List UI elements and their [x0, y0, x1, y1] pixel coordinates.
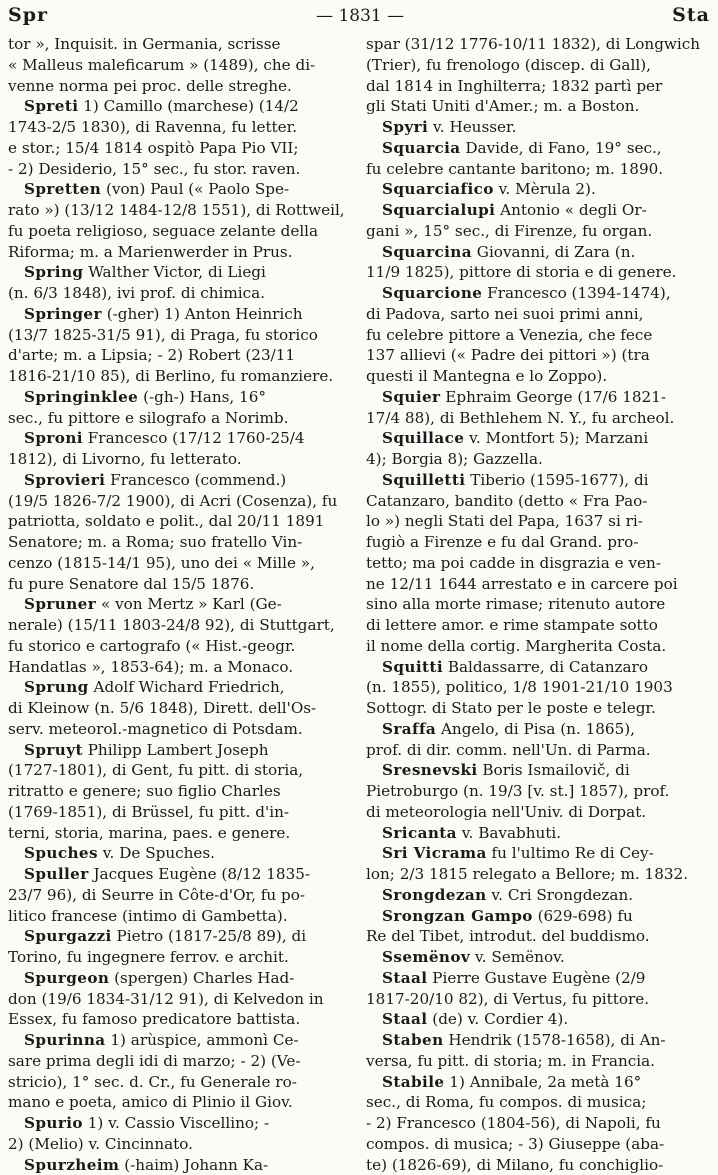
entry-line — [366, 802, 710, 823]
entry-text: di Padova, sarto nei suoi primi anni, — [366, 305, 643, 323]
entry-text: lo ») negli Stati del Papa, 1637 si ri- — [366, 512, 643, 530]
entry-text: v. Semënov. — [470, 948, 565, 966]
entry-line — [8, 283, 352, 304]
entry-text: Francesco (1394-1474), — [482, 284, 670, 302]
entry-headline — [366, 242, 710, 263]
entry-headline — [366, 885, 710, 906]
entry-text: spar (31/12 1776-10/11 1832), di Longwich — [366, 35, 700, 53]
entry-text: 1816-21/10 85), di Berlino, fu romanziere. — [8, 367, 333, 385]
entry-headline — [366, 200, 710, 221]
entry-headline — [8, 1113, 352, 1134]
entry-text: terni, storia, marina, paes. e genere. — [8, 824, 290, 842]
entry-line — [8, 802, 352, 823]
entry-text: fu l'ultimo Re di Cey- — [487, 844, 654, 862]
entry-text: gani », 15° sec., di Firenze, fu organ. — [366, 222, 652, 240]
entry-text: 11/9 1825), pittore di storia e di genere. — [366, 263, 676, 281]
entry-text: e stor.; 15/4 1814 ospitò Papa Pio VII; — [8, 139, 299, 157]
entry-text: di Kleinow (n. 5/6 1848), Dirett. dell'Os- — [8, 699, 316, 717]
headword: Sproni — [24, 429, 83, 447]
entry-text: Francesco (17/12 1760-25/4 — [83, 429, 305, 447]
entry-line — [8, 34, 352, 55]
entry-headline — [366, 719, 710, 740]
entry-text: Ephraim George (17/6 1821- — [440, 388, 666, 406]
entry-line — [8, 345, 352, 366]
entry-text: il nome della cortig. Margherita Costa. — [366, 637, 666, 655]
entry-line — [366, 926, 710, 947]
entry-headline — [8, 740, 352, 761]
text-columns — [8, 34, 710, 1129]
entry-text: (de) v. Cordier 4). — [427, 1010, 568, 1028]
entry-text: versa, fu pitt. di storia; m. in Francia. — [366, 1052, 655, 1070]
entry-headline — [8, 387, 352, 408]
headword: Squarcina — [382, 243, 472, 261]
entry-text: 4); Borgia 8); Gazzella. — [366, 450, 543, 468]
entry-headline — [8, 926, 352, 947]
headword: Sraffa — [382, 720, 436, 738]
entry-text: cenzo (1815-14/1 95), uno dei « Mille », — [8, 554, 315, 572]
entry-text: v. Montfort 5); Marzani — [464, 429, 648, 447]
entry-line — [8, 615, 352, 636]
entry-line — [366, 615, 710, 636]
entry-text: questi il Mantegna e lo Zoppo). — [366, 367, 607, 385]
entry-text: Pietroburgo (n. 19/3 [v. st.] 1857), prof. — [366, 782, 669, 800]
headword: Spruyt — [24, 741, 83, 759]
entry-headline — [366, 657, 710, 678]
entry-text: Essex, fu famoso predicatore battista. — [8, 1010, 300, 1028]
entry-text: 23/7 96), di Seurre in Côte-d'Or, fu po- — [8, 886, 305, 904]
entry-text: ritratto e genere; suo figlio Charles — [8, 782, 281, 800]
entry-headline — [8, 843, 352, 864]
entry-text: (629-698) fu — [533, 907, 633, 925]
entry-headline — [8, 179, 352, 200]
entry-text: Angelo, di Pisa (n. 1865), — [436, 720, 635, 738]
entry-line — [366, 325, 710, 346]
entry-line — [366, 553, 710, 574]
entry-text: Philipp Lambert Joseph — [83, 741, 269, 759]
entry-headline — [8, 1030, 352, 1051]
entry-text: v. Mèrula 2). — [494, 180, 596, 198]
entry-text: Handatlas », 1853-64); m. a Monaco. — [8, 658, 293, 676]
entry-line — [366, 1092, 710, 1113]
entry-text: (1727-1801), di Gent, fu pitt. di storia, — [8, 761, 303, 779]
entry-line — [8, 906, 352, 927]
entry-text: - 2) Francesco (1804-56), di Napoli, fu — [366, 1114, 661, 1132]
entry-headline — [366, 823, 710, 844]
entry-headline — [8, 262, 352, 283]
entry-line — [366, 781, 710, 802]
entry-line — [8, 200, 352, 221]
entry-headline — [8, 96, 352, 117]
entry-text: Torino, fu ingegnere ferrov. e archit. — [8, 948, 289, 966]
entry-line — [8, 657, 352, 678]
entry-line — [8, 117, 352, 138]
entry-text: Boris Ismailovič, di — [478, 761, 630, 779]
entry-line — [366, 698, 710, 719]
entry-text: 137 allievi (« Padre dei pittori ») (tra — [366, 346, 650, 364]
headword: Springer — [24, 305, 102, 323]
entry-headline — [8, 677, 352, 698]
entry-line — [8, 159, 352, 180]
entry-line — [8, 574, 352, 595]
entry-line — [366, 159, 710, 180]
entry-text: v. Heusser. — [428, 118, 516, 136]
entry-line — [8, 1051, 352, 1072]
entry-text: (n. 1855), politico, 1/8 1901-21/10 1903 — [366, 678, 673, 696]
entry-line — [366, 574, 710, 595]
entry-text: fugiò a Firenze e fu dal Grand. pro- — [366, 533, 638, 551]
headword: Spurgeon — [24, 969, 109, 987]
headword: Staal — [382, 1010, 427, 1028]
headword: Sricanta — [382, 824, 457, 842]
entry-text: fu celebre cantante baritono; m. 1890. — [366, 160, 663, 178]
right-column — [366, 34, 710, 1129]
entry-text: gli Stati Uniti d'Amer.; m. a Boston. — [366, 97, 639, 115]
entry-text: 1) arùspice, ammonì Ce- — [106, 1031, 299, 1049]
entry-line — [366, 345, 710, 366]
headword: Springinklee — [24, 388, 138, 406]
headword: Spurinna — [24, 1031, 106, 1049]
entry-headline — [366, 470, 710, 491]
headword: Squarciafico — [382, 180, 494, 198]
headword: Spurzheim — [24, 1156, 119, 1174]
entry-line — [8, 76, 352, 97]
entry-line — [366, 366, 710, 387]
headword: Squarcia — [382, 139, 461, 157]
entry-text: Adolf Wichard Friedrich, — [89, 678, 285, 696]
entry-line — [8, 698, 352, 719]
entry-line — [366, 449, 710, 470]
headword: Squilletti — [382, 471, 465, 489]
entry-line — [366, 989, 710, 1010]
entry-headline — [8, 864, 352, 885]
entry-text: (1769-1851), di Brüssel, fu pitt. d'in- — [8, 803, 289, 821]
entry-text: v. De Spuches. — [98, 844, 215, 862]
entry-text: Re del Tibet, introdut. del buddismo. — [366, 927, 650, 945]
entry-text: mano e poeta, amico di Plinio il Giov. — [8, 1093, 293, 1111]
entry-line — [8, 138, 352, 159]
entry-line — [8, 719, 352, 740]
page-number: — 1831 — — [316, 6, 404, 26]
entry-text: don (19/6 1834-31/12 91), di Kelvedon in — [8, 990, 324, 1008]
entry-text: Francesco (commend.) — [105, 471, 286, 489]
headword: Squillace — [382, 429, 464, 447]
entry-text: Riforma; m. a Marienwerder in Prus. — [8, 243, 293, 261]
headword: Srongzan Gampo — [382, 907, 533, 925]
entry-text: - 2) Desiderio, 15° sec., fu stor. raven. — [8, 160, 300, 178]
header-right-guideword: Sta — [672, 4, 710, 26]
headword: Sprung — [24, 678, 89, 696]
entry-text: Giovanni, di Zara (n. — [472, 243, 635, 261]
entry-text: sec., di Roma, fu compos. di musica; — [366, 1093, 646, 1111]
entry-headline — [8, 304, 352, 325]
entry-line — [8, 947, 352, 968]
headword: Staal — [382, 969, 427, 987]
entry-line — [8, 55, 352, 76]
entry-text: (-gh-) Hans, 16° — [138, 388, 266, 406]
entry-text: nerale) (15/11 1803-24/8 92), di Stuttgart, — [8, 616, 335, 634]
entry-line — [8, 989, 352, 1010]
entry-headline — [366, 1030, 710, 1051]
entry-line — [366, 304, 710, 325]
entry-text: v. Bavabhuti. — [457, 824, 561, 842]
headword: Squarcione — [382, 284, 482, 302]
entry-headline — [366, 283, 710, 304]
entry-line — [366, 677, 710, 698]
entry-line — [366, 491, 710, 512]
entry-text: tetto; ma poi cadde in disgrazia e ven- — [366, 554, 661, 572]
entry-text: Catanzaro, bandito (detto « Fra Pao- — [366, 492, 647, 510]
entry-text: « von Mertz » Karl (Ge- — [96, 595, 282, 613]
entry-text: 17/4 88), di Bethlehem N. Y., fu archeol. — [366, 409, 674, 427]
page-header — [8, 4, 710, 34]
entry-line — [8, 511, 352, 532]
entry-line — [8, 636, 352, 657]
entry-headline — [366, 968, 710, 989]
entry-headline — [8, 428, 352, 449]
entry-headline — [8, 594, 352, 615]
headword: Spuller — [24, 865, 89, 883]
entry-text: (13/7 1825-31/5 91), di Praga, fu storico — [8, 326, 318, 344]
headword: Staben — [382, 1031, 444, 1049]
entry-text: Antonio « degli Or- — [495, 201, 646, 219]
entry-text: sino alla morte rimase; ritenuto autore — [366, 595, 665, 613]
entry-headline — [366, 843, 710, 864]
entry-text: (spergen) Charles Had- — [109, 969, 294, 987]
entry-text: 2) (Melio) v. Cincinnato. — [8, 1135, 193, 1153]
entry-text: (-gher) 1) Anton Heinrich — [102, 305, 303, 323]
entry-text: fu celebre pittore a Venezia, che fece — [366, 326, 652, 344]
entry-line — [8, 366, 352, 387]
entry-text: Baldassarre, di Catanzaro — [443, 658, 648, 676]
entry-headline — [366, 179, 710, 200]
entry-text: di lettere amor. e rime stampate sotto — [366, 616, 658, 634]
entry-line — [8, 760, 352, 781]
headword: Sresnevski — [382, 761, 478, 779]
entry-line — [366, 1134, 710, 1155]
entry-text: (19/5 1826-7/2 1900), di Acri (Cosenza), fu — [8, 492, 337, 510]
entry-text: Sottogr. di Stato per le poste e telegr. — [366, 699, 656, 717]
entry-headline — [8, 1155, 352, 1175]
entry-headline — [366, 428, 710, 449]
entry-line — [8, 449, 352, 470]
entry-text: (von) Paul (« Paolo Spe- — [101, 180, 289, 198]
headword: Spurgazzi — [24, 927, 112, 945]
entry-line — [8, 885, 352, 906]
entry-text: 1) Annibale, 2a metà 16° — [444, 1073, 641, 1091]
entry-line — [366, 96, 710, 117]
entry-line — [8, 242, 352, 263]
entry-line — [366, 1155, 710, 1175]
entry-line — [8, 1009, 352, 1030]
entry-text: te) (1826-69), di Milano, fu conchiglio- — [366, 1156, 663, 1174]
entry-text: 1743-2/5 1830), di Ravenna, fu letter. — [8, 118, 297, 136]
entry-text: fu storico e cartografo (« Hist.-geogr. — [8, 637, 295, 655]
entry-text: Senatore; m. a Roma; suo fratello Vin- — [8, 533, 302, 551]
entry-text: sare prima degli idi di marzo; - 2) (Ve- — [8, 1052, 301, 1070]
entry-text: ne 12/11 1644 arrestato e in carcere poi — [366, 575, 678, 593]
entry-text: 1812), di Livorno, fu letterato. — [8, 450, 242, 468]
entry-line — [366, 532, 710, 553]
entry-headline — [366, 117, 710, 138]
entry-line — [8, 781, 352, 802]
headword: Spurio — [24, 1114, 83, 1132]
headword: Squitti — [382, 658, 443, 676]
headword: Sri Vicrama — [382, 844, 487, 862]
entry-text: 1817-20/10 82), di Vertus, fu pittore. — [366, 990, 649, 1008]
entry-text: v. Cri Srongdezan. — [487, 886, 634, 904]
entry-line — [366, 511, 710, 532]
entry-text: stricio), 1° sec. d. Cr., fu Generale ro- — [8, 1073, 297, 1091]
entry-line — [366, 34, 710, 55]
entry-text: prof. di dir. comm. nell'Un. di Parma. — [366, 741, 651, 759]
headword: Spuches — [24, 844, 98, 862]
entry-text: sec., fu pittore e silografo a Norimb. — [8, 409, 289, 427]
entry-text: « Malleus maleficarum » (1489), che di- — [8, 56, 315, 74]
left-column — [8, 34, 352, 1129]
entry-line — [366, 55, 710, 76]
headword: Ssemënov — [382, 948, 470, 966]
entry-text: Walther Victor, di Liegi — [83, 263, 265, 281]
headword: Spruner — [24, 595, 96, 613]
entry-line — [8, 408, 352, 429]
entry-text: Tiberio (1595-1677), di — [465, 471, 648, 489]
headword: Spyri — [382, 118, 428, 136]
entry-text: rato ») (13/12 1484-12/8 1551), di Rottweil, — [8, 201, 345, 219]
entry-line — [366, 1113, 710, 1134]
entry-text: fu poeta religioso, seguace zelante della — [8, 222, 318, 240]
entry-headline — [366, 387, 710, 408]
entry-text: patriotta, soldato e polit., dal 20/11 1891 — [8, 512, 324, 530]
entry-headline — [366, 760, 710, 781]
headword: Spreti — [24, 97, 78, 115]
entry-line — [8, 1072, 352, 1093]
entry-text: Hendrik (1578-1658), di An- — [444, 1031, 666, 1049]
entry-text: (Trier), fu frenologo (discep. di Gall), — [366, 56, 651, 74]
entry-text: lon; 2/3 1815 relegato a Bellore; m. 1832. — [366, 865, 688, 883]
entry-line — [366, 740, 710, 761]
header-left-guideword: Spr — [8, 4, 48, 26]
entry-line — [366, 262, 710, 283]
entry-text: serv. meteorol.-magnetico di Potsdam. — [8, 720, 303, 738]
entry-text: (n. 6/3 1848), ivi prof. di chimica. — [8, 284, 265, 302]
entry-line — [366, 221, 710, 242]
entry-line — [8, 1092, 352, 1113]
entry-text: venne norma pei proc. delle streghe. — [8, 77, 292, 95]
entry-headline — [366, 1009, 710, 1030]
entry-headline — [366, 947, 710, 968]
entry-text: 1) v. Cassio Viscellino; - — [83, 1114, 269, 1132]
entry-headline — [8, 968, 352, 989]
entry-text: Pierre Gustave Eugène (2/9 — [427, 969, 645, 987]
entry-line — [8, 553, 352, 574]
entry-text: tor », Inquisit. in Germania, scrisse — [8, 35, 280, 53]
entry-line — [8, 491, 352, 512]
entry-text: Davide, di Fano, 19° sec., — [461, 139, 662, 157]
entry-line — [8, 823, 352, 844]
headword: Spring — [24, 263, 83, 281]
entry-line — [8, 1134, 352, 1155]
headword: Stabile — [382, 1073, 444, 1091]
entry-text: compos. di musica; - 3) Giuseppe (aba- — [366, 1135, 664, 1153]
headword: Squier — [382, 388, 440, 406]
entry-headline — [8, 470, 352, 491]
entry-text: (-haim) Johann Ka- — [119, 1156, 268, 1174]
entry-headline — [366, 1072, 710, 1093]
entry-text: dal 1814 in Inghilterra; 1832 partì per — [366, 77, 662, 95]
entry-line — [366, 408, 710, 429]
entry-headline — [366, 906, 710, 927]
entry-line — [366, 1051, 710, 1072]
entry-text: di meteorologia nell'Univ. di Dorpat. — [366, 803, 646, 821]
entry-text: 1) Camillo (marchese) (14/2 — [78, 97, 298, 115]
entry-text: litico francese (intimo di Gambetta). — [8, 907, 288, 925]
entry-text: d'arte; m. a Lipsia; - 2) Robert (23/11 — [8, 346, 295, 364]
headword: Sprovieri — [24, 471, 105, 489]
headword: Squarcialupi — [382, 201, 495, 219]
entry-line — [366, 864, 710, 885]
entry-text: Jacques Eugène (8/12 1835- — [89, 865, 310, 883]
entry-text: fu pure Senatore dal 15/5 1876. — [8, 575, 254, 593]
entry-headline — [366, 138, 710, 159]
headword: Spretten — [24, 180, 101, 198]
entry-line — [8, 221, 352, 242]
entry-line — [8, 325, 352, 346]
entry-line — [366, 636, 710, 657]
entry-text: Pietro (1817-25/8 89), di — [112, 927, 306, 945]
entry-line — [366, 76, 710, 97]
entry-line — [8, 532, 352, 553]
entry-line — [366, 594, 710, 615]
headword: Srongdezan — [382, 886, 487, 904]
